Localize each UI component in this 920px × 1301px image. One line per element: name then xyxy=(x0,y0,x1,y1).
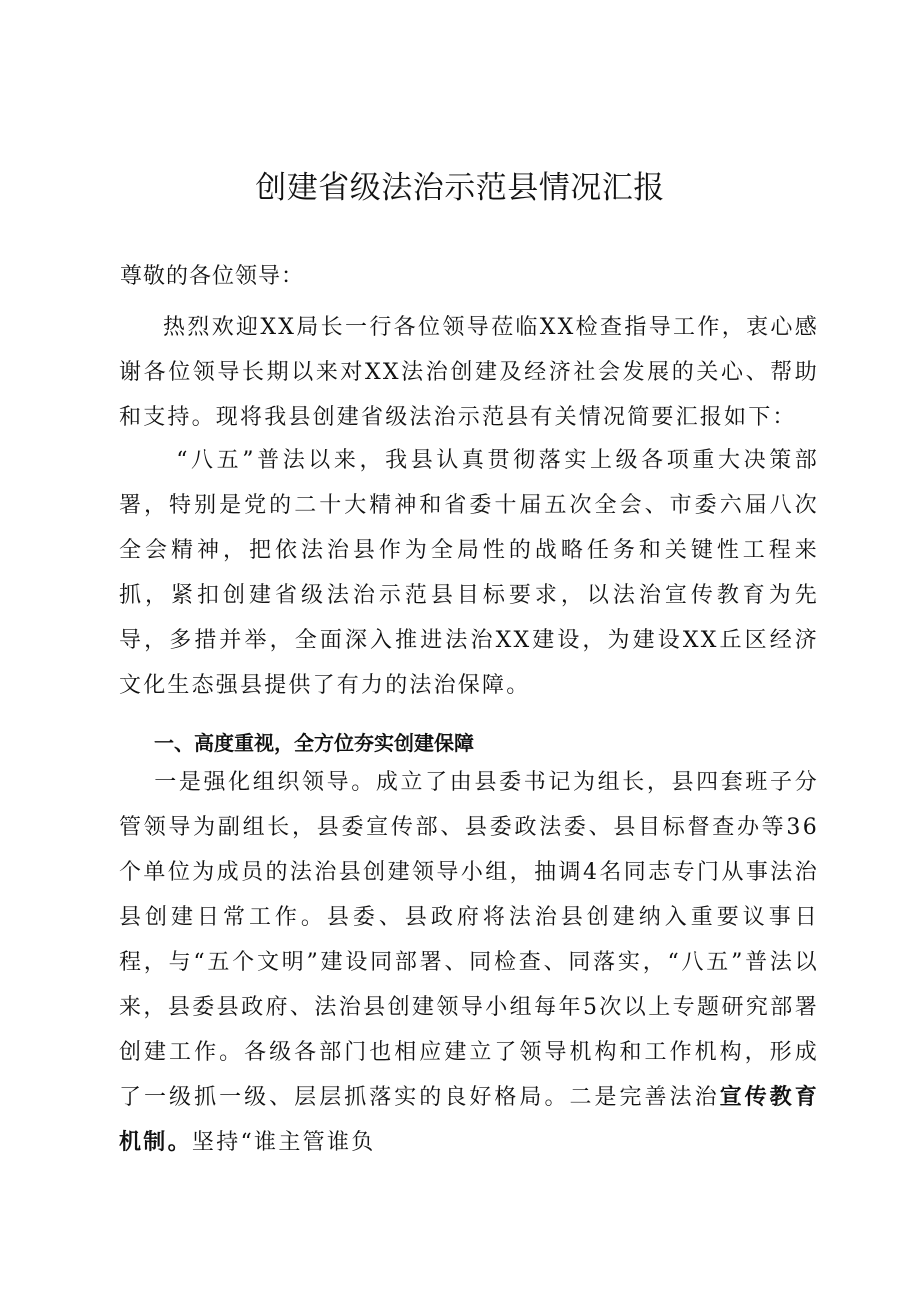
section-text-bold: 宣传教育机制。 xyxy=(119,1084,820,1155)
section-text-start: 一是强化组织领导。成立了由县委书记为组长，县四套班子分管领导为副组长，县委宣传部、县委政法委、县目标督查办等36个单位为成员的法治县创建领导小组，抽调4名同志专门从事法治县创建日常工作。县委、县政府将法治县创建纳入重要议事日程，与“五个文明”建设同部署、同检查、同落实，“八五”普法以来，县委县政府、法治县创建领导小组每年5次以上专题研究部署创建工作。各级各部门也相应建立了领导机构和工作机构，形成了一级抓一级、层层抓落实的良好格局。二是完善法治 xyxy=(119,770,819,1110)
section-text-end: 坚持“谁主管谁负 xyxy=(191,1130,376,1155)
paragraph-overview: “八五”普法以来，我县认真贯彻落实上级各项重大决策部署，特别是党的二十大精神和省委十届五次全会、市委六届八次全会精神，把依法治县作为全局性的战略任务和关键性工程来抓，紧扣创建省级法治示范县目标要求，以法治宣传教育为先导，多措并举，全面深入推进法治XX建设，为建设XX丘区经济文化生态强县提供了有力的法治保障。 xyxy=(119,448,819,698)
document-title: 创建省级法治示范县情况汇报 xyxy=(255,170,665,206)
section-heading: 一、高度重视，全方位夯实创建保障 xyxy=(154,731,474,755)
salutation: 尊敬的各位领导： xyxy=(120,264,305,289)
paragraph-section-one xyxy=(119,760,819,1165)
paragraph-welcome: 热烈欢迎XX局长一行各位领导莅临XX检查指导工作，衷心感谢各位领导长期以来对XX法治创建及经济社会发展的关心、帮助和支持。现将我县创建省级法治示范县有关情况简要汇报如下： xyxy=(119,315,819,430)
